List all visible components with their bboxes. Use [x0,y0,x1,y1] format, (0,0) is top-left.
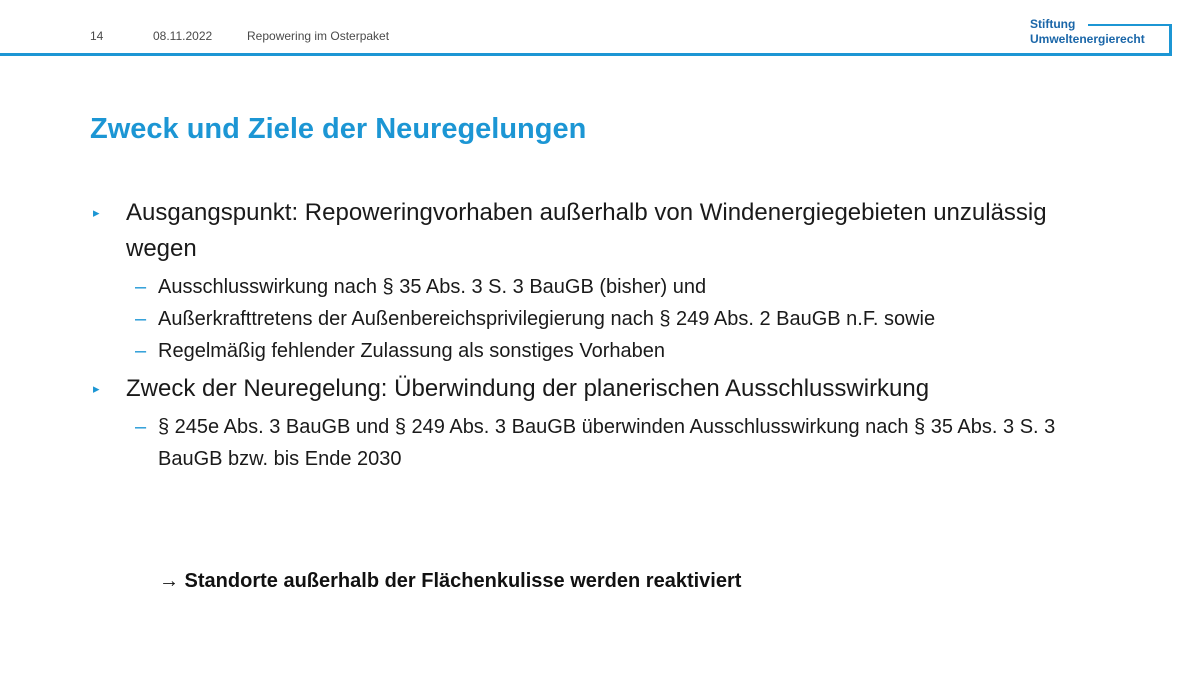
sub-bullet-text: Außerkrafttretens der Außenbereichsprivilegierung nach § 249 Abs. 2 BauGB n.F. sowie [158,308,936,330]
bullet-item [90,371,1120,407]
sub-bullet-item [90,271,1120,303]
logo-line-2: Umweltenergierecht [1030,32,1145,46]
bullet-triangle-icon: ▸ [93,205,100,220]
bullet-text: Zweck der Neuregelung: Überwindung der planerischen Ausschlusswirkung [126,375,930,402]
slide-header [0,0,1200,56]
dash-icon: – [135,416,147,438]
organization-logo [1026,15,1172,56]
logo-line-1: Stiftung [1030,17,1076,31]
bullet-triangle-icon: ▸ [93,381,100,396]
sub-bullet-text: § 245e Abs. 3 BauGB und § 249 Abs. 3 BauGB überwinden Ausschlusswirkung nach § 35 Abs. 3 S. 3 BauGB bzw. bis Ende 2030 [158,416,1056,470]
slide-title: Zweck und Ziele der Neuregelungen [90,113,587,145]
conclusion-text: → Standorte außerhalb der Flächenkulisse werden reaktiviert [159,570,742,592]
logo-vertical-rule [1169,24,1172,56]
bullet-list [90,195,1120,475]
sub-bullet-item [90,335,1120,367]
presentation-topic: Repowering im Osterpaket [247,29,390,43]
sub-bullet-item [90,303,1120,335]
page-number: 14 [90,29,104,43]
dash-icon: – [135,276,147,298]
dash-icon: – [135,340,147,362]
sub-bullet-item [90,411,1120,475]
sub-bullet-text: Ausschlusswirkung nach § 35 Abs. 3 S. 3 BauGB (bisher) und [158,276,707,298]
sub-bullet-text: Regelmäßig fehlender Zulassung als sonstiges Vorhaben [158,340,665,362]
slide-date: 08.11.2022 [153,29,213,43]
dash-icon: – [135,308,147,330]
header-divider [0,53,1172,56]
logo-rule [1088,24,1170,26]
bullet-text: Ausgangspunkt: Repoweringvorhaben außerhalb von Windenergiegebieten unzulässig wegen [126,199,1047,262]
bullet-item [90,195,1120,267]
